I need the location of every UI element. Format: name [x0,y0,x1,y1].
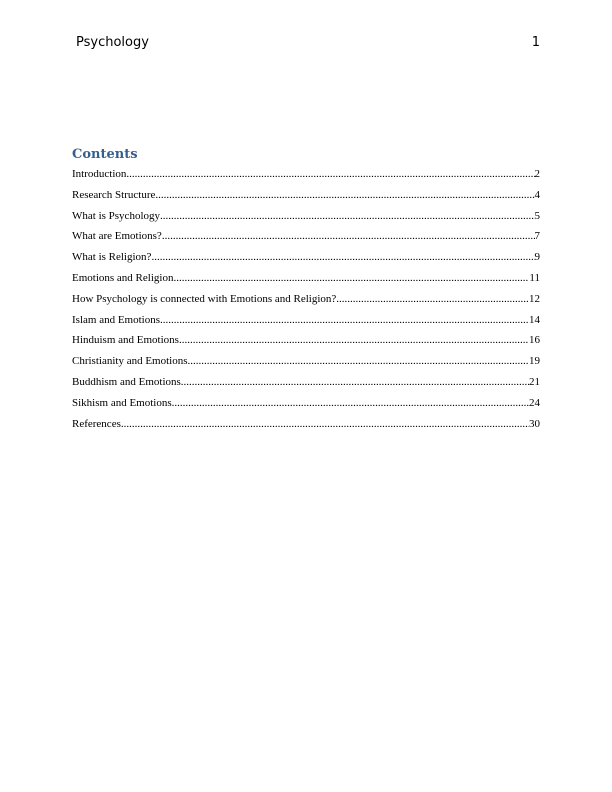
toc-entry-page: 24 [529,396,540,409]
toc-entry-research-structure[interactable] [72,185,540,206]
toc-entry-page: 30 [529,417,540,430]
toc-dot-leader [162,226,535,247]
toc-entry-label: Buddhism and Emotions [72,375,181,388]
toc-dot-leader [188,351,530,372]
toc-dot-leader [179,330,529,351]
toc-entry-label: How Psychology is connected with Emotions and Religion? [72,292,337,305]
toc-dot-leader [336,289,529,310]
toc-entry-label: Christianity and Emotions [72,355,188,368]
toc-entry-page: 11 [529,271,540,284]
toc-dot-leader [172,393,529,414]
toc-entry-christianity-and-emotions[interactable] [72,351,540,372]
toc-entry-page: 12 [529,292,540,305]
toc-entry-introduction[interactable] [72,164,540,185]
toc-dot-leader [160,310,529,331]
toc-entry-label: Hinduism and Emotions [72,334,179,347]
toc-dot-leader [160,206,535,227]
toc-dot-leader [121,414,529,435]
toc-dot-leader [173,268,529,289]
toc-entry-page: 7 [534,230,540,243]
toc-entry-page: 16 [529,334,540,347]
running-header-title: Psychology [76,35,149,50]
toc-dot-leader [151,247,534,268]
toc-dot-leader [155,185,534,206]
toc-entry-hinduism-and-emotions[interactable] [72,330,540,351]
toc-entry-emotions-and-religion[interactable] [72,268,540,289]
toc-entry-label: Sikhism and Emotions [72,396,172,409]
toc-heading: Contents [72,147,138,162]
toc-entry-page: 14 [529,313,540,326]
toc-entry-label: Emotions and Religion [72,271,174,284]
toc-entry-what-are-emotions[interactable] [72,226,540,247]
toc-entry-page: 2 [534,168,540,180]
page-number: 1 [531,35,540,50]
toc-dot-leader [181,372,529,393]
toc-entry-label: Islam and Emotions [72,313,160,326]
toc-entry-label: What are Emotions? [72,230,162,243]
toc-entry-page: 9 [534,251,540,264]
toc-entry-sikhism-and-emotions[interactable] [72,393,540,414]
toc-dot-leader [126,164,534,185]
toc-entry-label: Research Structure [72,188,156,201]
toc-list [72,164,540,434]
toc-entry-references[interactable] [72,414,540,435]
toc-entry-label: What is Psychology [72,209,160,222]
toc-entry-page: 5 [534,209,540,222]
toc-entry-label: Introduction [72,168,127,180]
toc-entry-what-is-religion[interactable] [72,247,540,268]
table-of-contents [72,146,540,434]
toc-entry-page: 21 [529,375,540,388]
toc-entry-page: 4 [534,188,540,201]
toc-entry-buddhism-and-emotions[interactable] [72,372,540,393]
toc-entry-islam-and-emotions[interactable] [72,310,540,331]
toc-entry-label: References [72,417,121,430]
toc-entry-page: 19 [529,355,540,368]
toc-entry-psychology-connection[interactable] [72,289,540,310]
toc-entry-what-is-psychology[interactable] [72,206,540,227]
toc-entry-label: What is Religion? [72,251,152,264]
